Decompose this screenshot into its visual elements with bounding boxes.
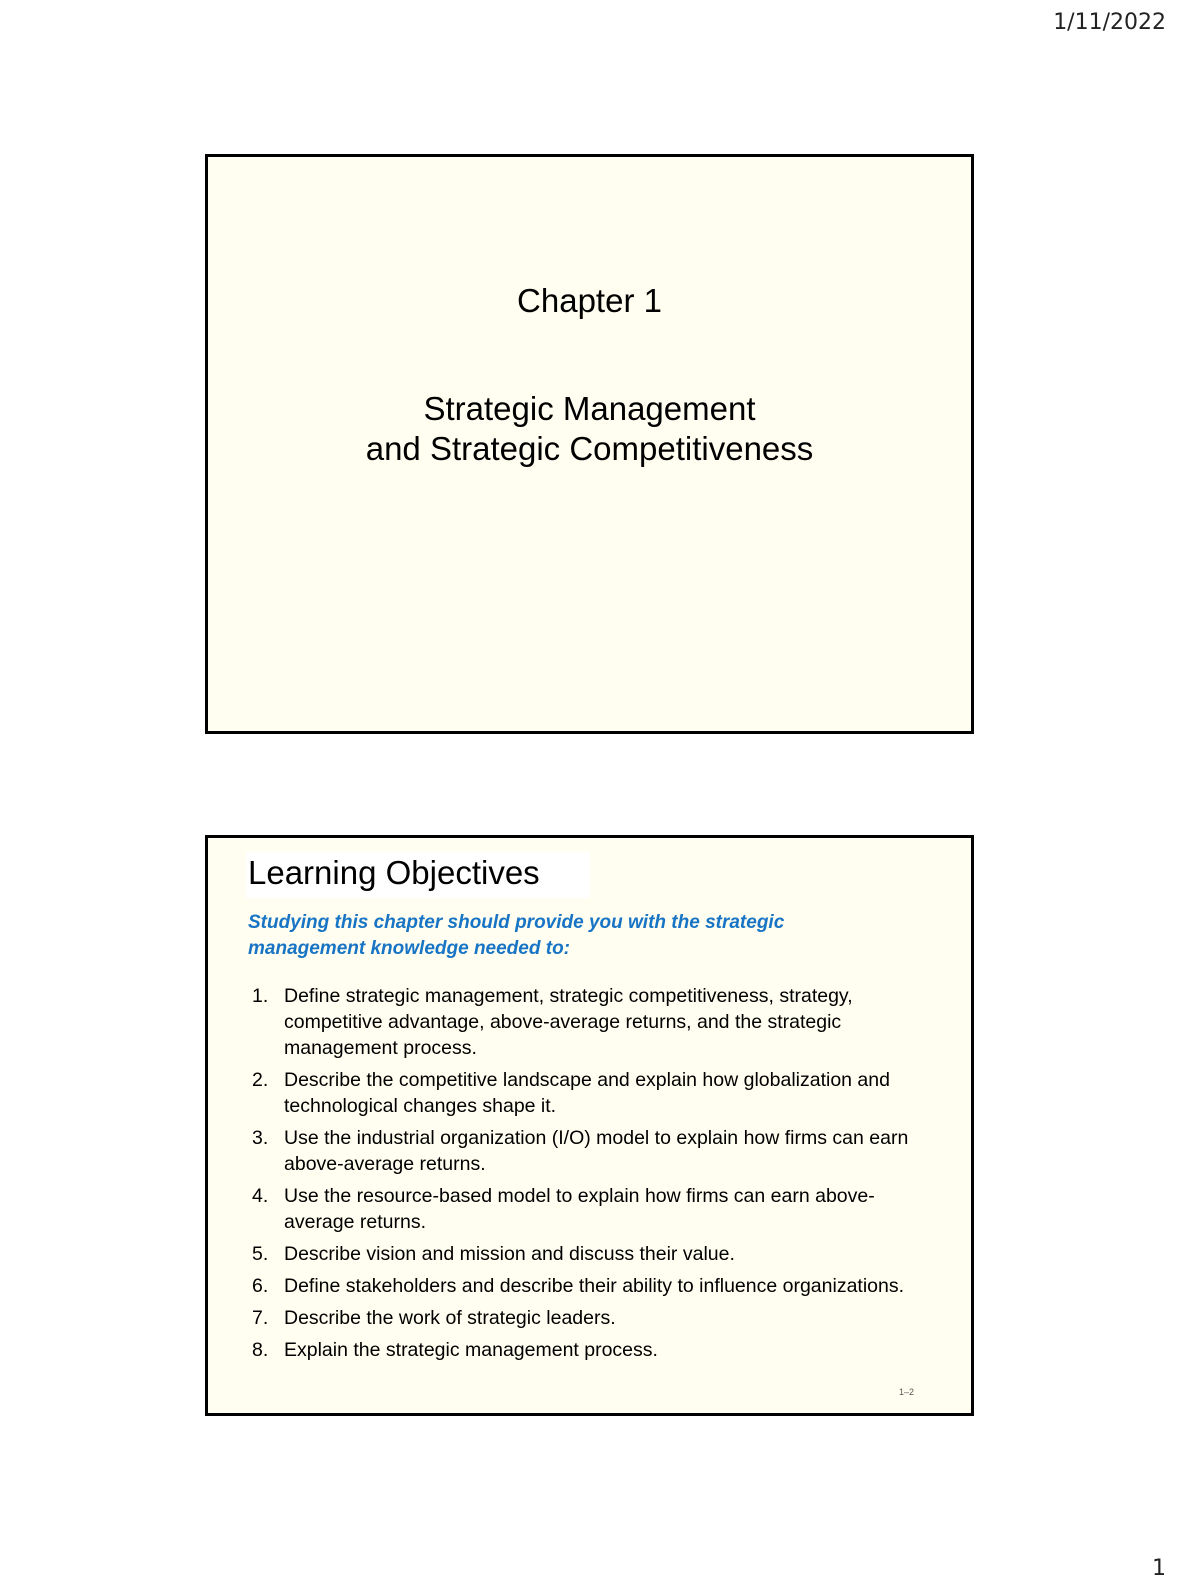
objectives-list — [248, 983, 928, 1369]
learning-objectives-heading: Learning Objectives — [246, 852, 590, 898]
objective-text: Use the resource-based model to explain how firms can earn above-average returns. — [284, 1185, 875, 1233]
objective-item — [248, 1125, 928, 1177]
chapter-title: Chapter 1 — [517, 282, 662, 319]
objective-text: Explain the strategic management process. — [284, 1339, 658, 1361]
slide-title — [205, 154, 974, 734]
objective-item — [248, 1337, 928, 1363]
objective-number: 1. — [252, 985, 269, 1007]
objective-number: 5. — [252, 1243, 269, 1265]
objective-number: 6. — [252, 1275, 269, 1297]
objective-number: 3. — [252, 1127, 269, 1149]
slide-number: 1–2 — [898, 1387, 914, 1397]
slide-learning-objectives — [205, 835, 974, 1416]
objective-text: Describe the competitive landscape and explain how globalization and technological changes shape it. — [284, 1069, 890, 1117]
objective-item — [248, 1183, 928, 1235]
objective-item — [248, 1241, 928, 1267]
objective-text: Use the industrial organization (I/O) model to explain how firms can earn above-average returns. — [284, 1127, 909, 1175]
objective-number: 8. — [252, 1339, 269, 1361]
objective-item — [248, 983, 928, 1061]
objective-text: Define stakeholders and describe their ability to influence organizations. — [284, 1275, 905, 1297]
header-date: 1/11/2022 — [1053, 10, 1166, 35]
intro-line-1: Studying this chapter should provide you with the strategic — [248, 912, 785, 933]
objective-text: Describe the work of strategic leaders. — [284, 1307, 616, 1329]
intro-line-2: management knowledge needed to: — [248, 938, 570, 959]
objective-number: 7. — [252, 1307, 269, 1329]
objective-item — [248, 1305, 928, 1331]
objective-text: Describe vision and mission and discuss their value. — [284, 1243, 735, 1265]
objective-item — [248, 1273, 928, 1299]
subtitle-line-1: Strategic Management — [423, 390, 756, 427]
objective-text: Define strategic management, strategic competitiveness, strategy, competitive advantage, above-average returns, and the strategic management process. — [284, 985, 853, 1059]
page-number: 1 — [1152, 1556, 1166, 1581]
objective-number: 2. — [252, 1069, 269, 1091]
subtitle-line-2: and Strategic Competitiveness — [365, 430, 814, 467]
objective-item — [248, 1067, 928, 1119]
objective-number: 4. — [252, 1185, 269, 1207]
learning-objectives-intro — [248, 910, 898, 962]
chapter-subtitle — [208, 389, 971, 469]
